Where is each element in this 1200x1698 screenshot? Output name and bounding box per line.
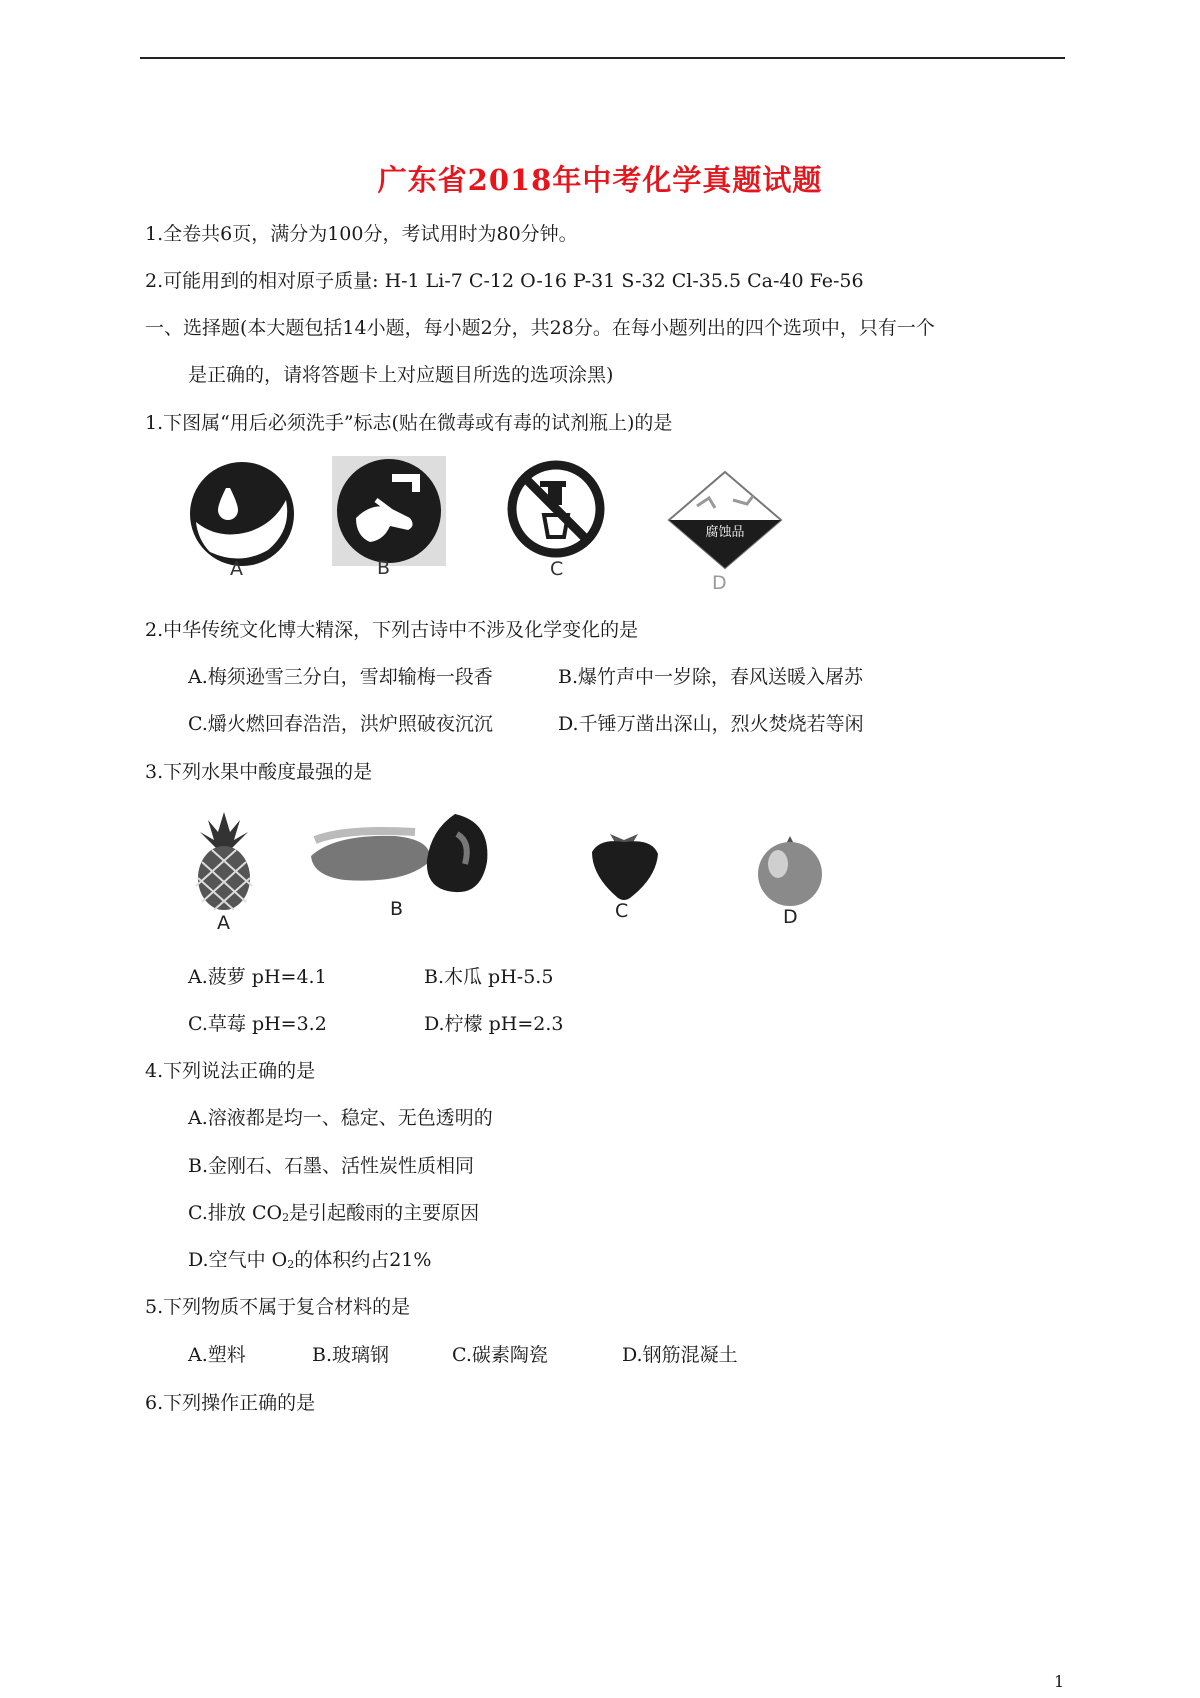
- q5-option-d: D.钢筋混凝土: [622, 1344, 738, 1366]
- pineapple-icon: [190, 812, 258, 912]
- sign-b-label: B: [377, 557, 391, 579]
- q4-option-d: D.空气中 $O_2$的体积约占21%: [188, 1249, 432, 1271]
- sign-d-label: D: [712, 572, 727, 594]
- sign-d-text: 腐蚀品: [705, 525, 745, 540]
- q2-stem: 2.中华传统文化博大精深，下列古诗中不涉及化学变化的是: [145, 619, 639, 641]
- q5-option-a: A.塑料: [188, 1344, 246, 1366]
- section-heading-cont: 是正确的，请将答题卡上对应题目所选的选项涂黑): [188, 364, 614, 386]
- sign-b-icon: [332, 456, 446, 566]
- q3-option-d: D.柠檬 pH=2.3: [424, 1013, 564, 1035]
- q3-stem: 3.下列水果中酸度最强的是: [145, 761, 373, 783]
- q3-option-a: A.菠萝 pH=4.1: [188, 966, 327, 988]
- top-rule: [140, 57, 1065, 59]
- section-heading: 一、选择题(本大题包括14小题，每小题2分，共28分。在每小题列出的四个选项中，只有一个: [145, 317, 935, 339]
- q2-option-b: B.爆竹声中一岁除，春风送暖入屠苏: [558, 666, 864, 688]
- page-title: 广东省2018年中考化学真题试题: [377, 163, 823, 197]
- fruit-c-label: C: [615, 900, 629, 922]
- sign-d-icon: [667, 470, 783, 570]
- sign-a-icon: [188, 460, 296, 568]
- q4-option-b: B.金刚石、石墨、活性炭性质相同: [188, 1155, 475, 1177]
- q4-stem: 4.下列说法正确的是: [145, 1060, 316, 1082]
- fruit-d-label: D: [783, 906, 798, 928]
- fruit-b-label: B: [390, 898, 404, 920]
- page-number: 1: [1054, 1672, 1065, 1691]
- q2-option-c: C.爝火燃回春浩浩，洪炉照破夜沉沉: [188, 713, 493, 735]
- lemon-icon: [752, 834, 828, 906]
- q2-option-d: D.千锤万凿出深山，烈火焚烧若等闲: [558, 713, 864, 735]
- sign-a-label: A: [230, 558, 243, 580]
- q5-stem: 5.下列物质不属于复合材料的是: [145, 1296, 411, 1318]
- note-2: 2.可能用到的相对原子质量: H-1 Li-7 C-12 O-16 P-31 S-32 Cl-35.5 Ca-40 Fe-56: [145, 270, 864, 292]
- q6-stem: 6.下列操作正确的是: [145, 1392, 316, 1414]
- q1-stem: 1.下图属“用后必须洗手”标志(贴在微毒或有毒的试剂瓶上)的是: [145, 412, 673, 434]
- q5-option-b: B.玻璃钢: [312, 1344, 390, 1366]
- papaya-icon: [305, 810, 495, 896]
- q2-option-a: A.梅须逊雪三分白，雪却输梅一段香: [188, 666, 493, 688]
- q3-option-c: C.草莓 pH=3.2: [188, 1013, 327, 1035]
- strawberry-icon: [586, 830, 662, 902]
- fruit-a-label: A: [217, 912, 230, 934]
- q4-option-a: A.溶液都是均一、稳定、无色透明的: [188, 1107, 493, 1129]
- q5-option-c: C.碳素陶瓷: [452, 1344, 548, 1366]
- note-1: 1.全卷共6页，满分为100分，考试用时为80分钟。: [145, 223, 578, 245]
- sign-c-icon: [506, 459, 606, 559]
- q4-option-c: C.排放 $CO_2$是引起酸雨的主要原因: [188, 1202, 480, 1224]
- q3-option-b: B.木瓜 pH-5.5: [424, 966, 554, 988]
- sign-c-label: C: [550, 558, 564, 580]
